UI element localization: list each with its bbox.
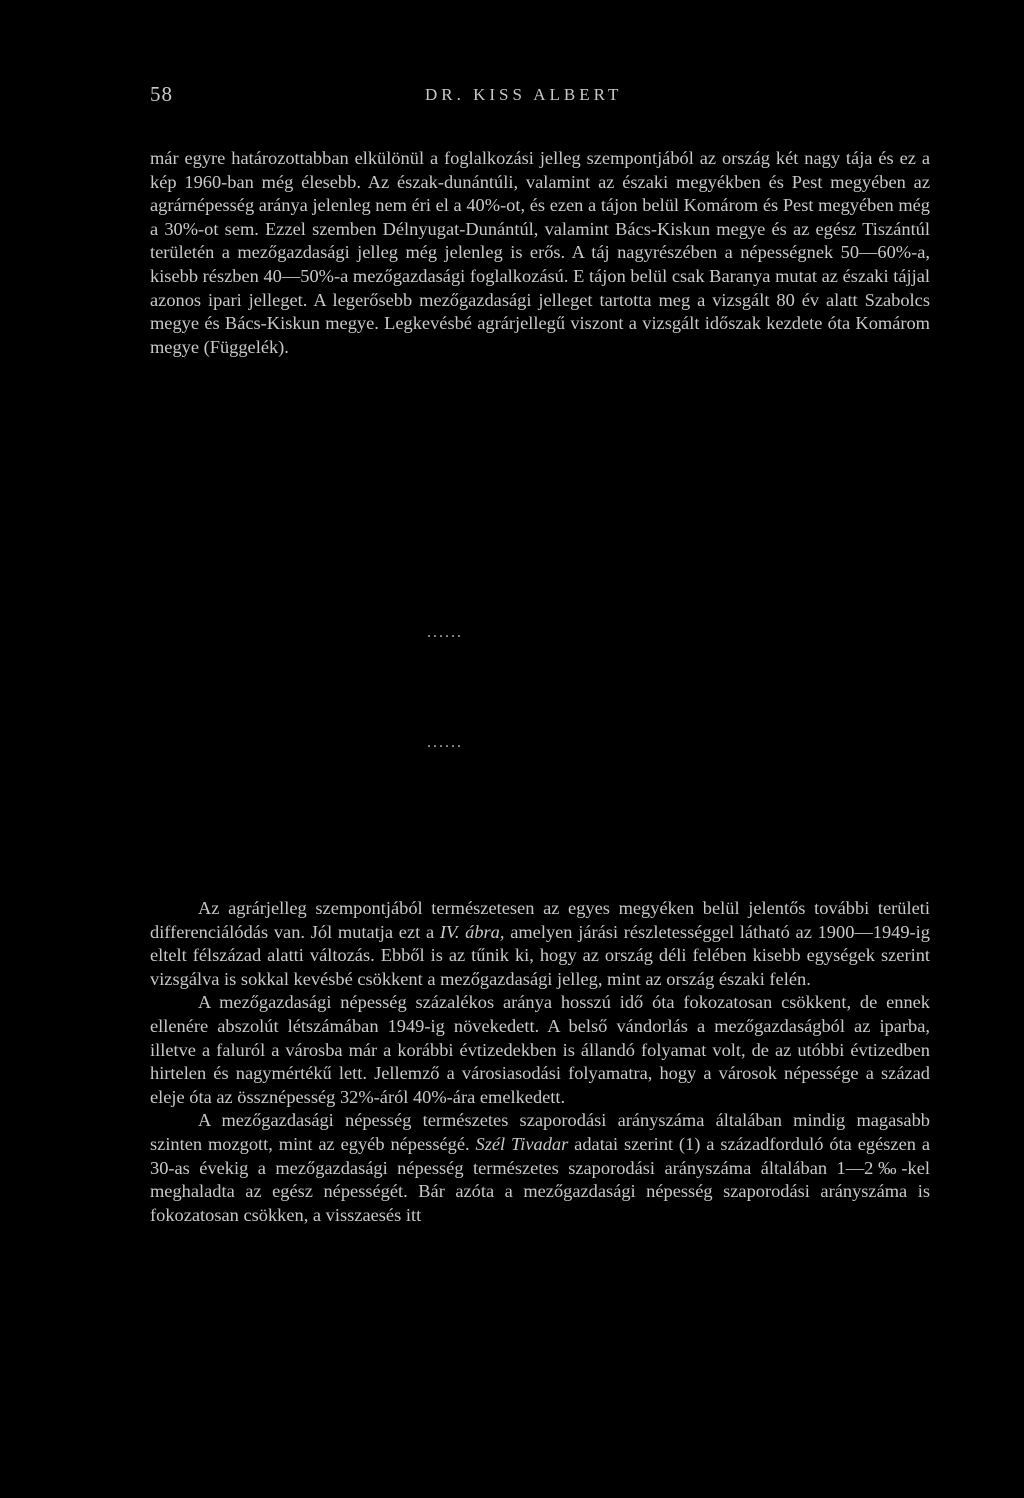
- paragraph-text: adatai szerint (1) a századforduló óta egészen a 30-as évekig a mezőgazdasági népesség természetes szaporodási arányszáma általában 1—2‰-kel meghaladta az egész népességét. Bár azóta a mezőgazdasági népesség szaporodási arányszáma is fokozatosan csökken, a visszaesés itt: [150, 1133, 931, 1225]
- paragraph-text: Az agrárjelleg szempontjából természetesen az egyes megyéken belül jelentős további területi differenciálódás van. Jól mutatja ezt a: [150, 898, 930, 942]
- running-head-author: DR. KISS ALBERT: [425, 85, 623, 104]
- text-block-top: [150, 147, 930, 359]
- text-block-bottom: [150, 897, 930, 1227]
- figure-reference: IV. ábra,: [439, 921, 505, 942]
- paragraph-text: A mezőgazdasági népesség természetes szaporodási arányszáma általában mindig magasabb szinten mozgott, mint az egyéb népességé.: [150, 1110, 930, 1154]
- elision-dots-2: ......: [427, 734, 463, 751]
- paragraph-text: amelyen járási részletességgel látható az 1900—1949-ig eltelt félszázad alatti változás. Ebből is az tűnik ki, hogy az ország déli felében kisebb egységek szerint vizsgálva is sokkal kevésbé csökkent a mezőgazdasági jelleg, mint az ország északi felén.: [150, 921, 930, 989]
- elision-dots-1: ......: [427, 624, 463, 641]
- author-reference: Szél Tivadar: [475, 1133, 569, 1154]
- page-header: [150, 82, 930, 112]
- paragraph-natural-increase: [150, 1109, 930, 1227]
- paragraph-territorial-differentiation: [150, 897, 930, 991]
- page-number: 58: [150, 82, 173, 106]
- paragraph-agrarian-regions: már egyre határozottabban elkülönül a foglalkozási jelleg szempontjából az ország két nagy tája és ez a kép 1960-ban még élesebb. Az észak-dunántúli, valamint az északi megyékben és Pest megyében az agrárnépesség aránya jelenleg nem éri el a 40%-ot, és ezen a tájon belül Komárom és Pest megyében még a 30%-ot sem. Ezzel szemben Délnyugat-Dunántúl, valamint Bács-Kiskun megye és az egész Tiszántúl területén a mezőgazdasági jelleg még jelenleg is erős. A táj nagyrészében a népességnek 50—60%-a, kisebb részben 40—50%-a mezőgazdasági foglalkozású. E tájon belül csak Baranya mutat az északi tájjal azonos ipari jelleget. A legerősebb mezőgazdasági jelleget tartotta meg a vizsgált 80 év alatt Szabolcs megye és Bács-Kiskun megye. Legkevésbé agrárjellegű viszont a vizsgált időszak kezdete óta Komárom megye (Függelék).: [150, 148, 930, 357]
- paragraph-population-decline: A mezőgazdasági népesség százalékos aránya hosszú idő óta fokozatosan csökkent, de ennek ellenére abszolút létszámában 1949-ig növekedett. A belső vándorlás a mezőgazdaságból az iparba, illetve a faluról a városba már a korábbi évtizedekben is állandó folyamat volt, de az utóbbi évtizedben hirtelen és nagymértékű lett. Jellemző a városiasodási folyamatra, hogy a városok népessége a század eleje óta az össznépesség 32%-áról 40%-ára emelkedett.: [150, 992, 930, 1107]
